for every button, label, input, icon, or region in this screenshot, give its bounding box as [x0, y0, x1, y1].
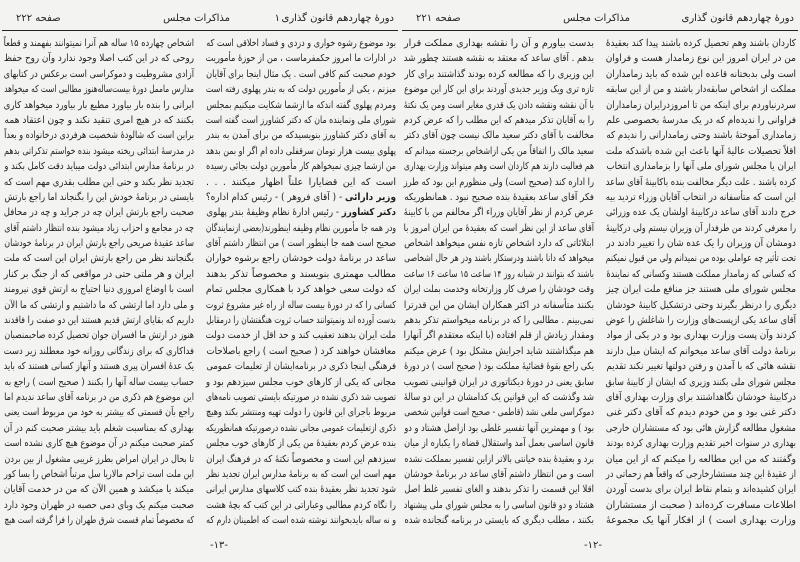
text-line: اقلا این قسمت را تذکر بدهند و الغای تفسیر غلط اصل: [404, 484, 594, 496]
text-line: وگفتند که من این مطالعه را میکنم که از این میان: [605, 453, 796, 465]
text-line: من ازشما چیزی نمیخواهم کار مأمورین دولت بجائی رسیده: [206, 161, 396, 173]
text-line: تجدید نظر بکند و حتی این مطلب بقدری مهم است که: [3, 176, 194, 188]
text-line: ملت ایران بدهند تعقیب کند و حد اقل از خدمت دولت: [205, 330, 396, 342]
text-line: صحیح است همه جا اینطور است ) من انتظار داشتم آقای: [205, 238, 396, 250]
text-line: خرج دادند آقای ساعد درکابینهٔ اولشان یک عده وزرائی: [605, 207, 796, 219]
text-line: است با اوضاع امروزی دنیا احتیاج به ارتش قوی نیرومند: [3, 284, 195, 296]
text-line: است و من انتظار داشتم آقای ساعد در برنامهٔ خودشان: [404, 468, 594, 480]
text-line: مجانی که یکی از کارهای خوب مجلس سیزدهم بود و: [205, 376, 396, 388]
text-line: سعید مالک را اتفاقاً من یکی ازاشخاص برجسته میدانم که: [404, 145, 594, 157]
text-line: راجع بآن قسمتی که بیشتر به خود من مربوط است یعنی: [4, 407, 195, 419]
text-line: مخالفت با آقای دکتر سعید مالک نیست چون آقای دکتر: [404, 130, 594, 142]
text-line: و ملی دارد اما ارتشی که ما داشتیم و ارتشی که ما الآن: [4, 299, 195, 311]
text-line: بنده عرض کردم بعقیدهٔ من یکی از کارهای خوب مجلس: [206, 438, 396, 450]
text-line: معافشان خواهند کرد ( صحیح است ) راجع باصلاحات: [206, 345, 396, 357]
text-line: شود تجدید نظر بعقیدهٔ بنده کتب کلاسهای مدارس ایرانی: [205, 484, 396, 496]
text-line: از عقیدهٔ این چند مستشارخارجی که واقعاً هم زحماتی در: [605, 468, 796, 480]
text-line: خودم صحبت کنم کافی است . یک مثال اینجا برای آقایان: [206, 68, 396, 80]
page-footer-number: -۱۳-: [210, 540, 228, 551]
text-line: به آقای دکتر کشاورز بنویسیدکه من برای آمدن به بندر: [206, 130, 396, 142]
text-line: در برنامهٔ مدارس ابتدائی دولت میباید دقت کامل بکند و: [4, 161, 195, 173]
text-line: من در ایران امروز این نوع زمامدار هست و فراوان: [605, 53, 796, 65]
text-line: سیزدهم این است و مخصوصاً نکتهٔ که در فرهنگ ایران: [206, 453, 396, 465]
text-line: دومشان آن وزیران را یک عده شان را تغییر دادند در: [606, 238, 796, 250]
text-line: بدهم . آقای ساعد که معتقد به نقشه هستند چطور شد: [403, 53, 594, 65]
text-line: وزارت بهداری است ) از افکار آنها یک مجموعهٔ: [606, 515, 796, 527]
text-line: صحبت راجع بارتش ایران چه در جراید و چه در محافل: [3, 207, 195, 219]
text-line: در ادارات ما امروز حکمفرماست ، من از حوزهٔ مأموریت: [205, 53, 396, 65]
text-line: کاردان باشند وهم تحصیل کرده باشند پیدا کند بعقیدهٔ: [605, 38, 796, 49]
text-line: بدست بیاورم و آن را نقشه بهداری مملکت قرار: [404, 38, 594, 49]
text-line: دیگری را درنظر بگیرند وحتی درتشکیل کابینهٔ خودشان: [606, 299, 796, 311]
text-line: اشخاص چهارده ۱۵ ساله هم آنرا نمیتوانند بفهمند و قطعاً: [3, 38, 194, 49]
page-number: صفحه ۲۲۲: [16, 13, 61, 24]
text-line: تازه تری ویک وزیر جدیدی آوردند برای این کار این موضوع: [404, 84, 594, 96]
text-line: ایران یا مجلس شورای ملی آنها را بزمامداری انتخاب: [606, 161, 796, 173]
text-line: چه در مجامع و احزاب زیاد میشود بنده انتظار داشتم آقای: [4, 222, 195, 234]
text-line: است ولی بدبختانه قاعده این شده که باید زمامداران: [605, 68, 796, 80]
page-header: [402, 8, 798, 31]
text-line: کردند وآن پست وزارت بهداری بود و در یکی از مواد: [606, 330, 796, 342]
text-line: ابتلائاتی که دارد اشخاص تازه نفس میخواهد اشخاص: [404, 238, 594, 250]
text-line: فرهنگی اینجا ذکری در برنامه‌ایشان از تعلیمات عمومی: [206, 361, 396, 373]
text-line: میکند یا میکشد و همین الآن که من در خدمت آقایان: [3, 484, 195, 496]
text-line: آقای ساعد یکی ازپست‌های وزارت را شاغلش را عوض: [605, 315, 796, 327]
text-column-right: [606, 36, 796, 529]
text-line: ذکری ازتعلیمات عمومی مجانی نشده درصورتیکه همانطوریکه: [205, 422, 396, 434]
text-line: مملکت از اشخاص سابقه‌دار باشند و من از این سابقه: [605, 84, 796, 96]
text-line: اقلاً تحصیلات عالیهٔ آنها باعث این شده باشدکه ملت: [605, 145, 796, 157]
text-line: وقت خودشان را صرف کار وزارتخانه وخدمت بملت ایران: [403, 284, 594, 296]
text-line: میخواهد که دانا باشند ودرستکار باشند ودر هر حال اشخاصی: [404, 253, 594, 265]
text-line: را اداره کند (صحیح است) ولی منظورم این بود که طرز: [403, 176, 594, 188]
text-line: روحی که در این کتب اصلا وجود ندارد وآن روح حفظ: [3, 53, 194, 65]
text-line: در مدرسهٔ ابتدائی ریخته میشود بنده خواستم تذکراتی بدهم: [4, 145, 194, 157]
text-line: فکر آقای ساعد بعقیدهٔ بنده صحیح نبود . همانطوریکه: [404, 191, 594, 203]
text-line: کسانی را که در دورهٔ بیست ساله از راه غیر مشروع ثروت: [205, 299, 396, 311]
issue-number: ۱: [274, 13, 280, 24]
text-line: و نه ساله بایدبخوانند نوشته شده است که اطمینان دارم که: [206, 515, 396, 527]
text-line: برد و بعقیدهٔ بنده خیانتی بالاتر ازاین تفسیر بمملکت نشده: [404, 453, 594, 465]
speaker-line: [205, 190, 396, 205]
speaker-text: - رئیس ادارهٔ نظام وظیفهٔ بندر پهلوی: [206, 207, 342, 219]
text-line: را به آقایان تذکر میدهم که این مطلب را که عرض کردم: [403, 114, 594, 126]
text-line: ساعد در برنامهٔ دولت خودشان راجع برشوه خواران: [205, 253, 396, 265]
text-line: شد وگذشت که این قوانین یک کدامشان در این دو سالهٔ: [403, 391, 594, 403]
text-line: عرض کردم از نظر آقایان وزراء اگر مخالفم من با کابینهٔ: [403, 207, 594, 219]
text-line: ساعد عقیدهٔ صریحی راجع بارتش ایران در برنامهٔ خودشان: [4, 238, 194, 250]
text-line: که کسانی که زمامدار مملکت هستند وکسانی که نمایندهٔ: [606, 268, 796, 280]
page-222: [2, 0, 398, 562]
text-line: سردرنیاوردم برای اینکه من تا امروزدرایران زمامداران: [606, 99, 796, 111]
text-line: اطلاعات مسافرت کرده‌اند ( صحبت از مستشاران: [605, 499, 796, 511]
text-line: حساب بیست ساله آنها را بکنند ( صحیح است ) راجع به: [4, 376, 195, 388]
text-line: هم میگذاشتند شاید اجرایش مشکل بود ) عرض میکنم: [404, 345, 594, 357]
text-line: بگنجانند نظر من راجع بارتش ایران این است که ملت: [3, 253, 194, 265]
text-line: هشتاد و دو قانون اساسی را به مجلس شورای ملی پیشنهاد: [403, 499, 594, 511]
text-line: قانون اساسی بعمل آمد واستقلال قضاة را یکباره از میان: [404, 438, 594, 450]
text-line: پهلوی بیست هزار تومان سرقفلی داده ام اگر او بمن بدهد: [205, 145, 396, 157]
text-line: که دولت سعی خواهد کرد با همکاری مجلس تمام: [205, 284, 396, 296]
text-line: بکنند متأسفانه در اکثر همکاران ایشان من این قدرترا: [403, 299, 594, 311]
text-line: که مخصوصاً تمام قسمت شرق طهران را فرا گرفته است هیچ: [4, 515, 194, 527]
session-title: دورهٔ چهاردهم قانون گذاری: [281, 13, 394, 24]
text-line: درکابینهٔ خودشان نگاهداشتند برای وزارت بهداری آقای: [605, 391, 796, 403]
text-line: بهداری که بمناسبت شغلم باید بیشتر صحبت کنم در آن: [3, 422, 194, 434]
text-line: تحت تأثیر چه عواملی بوده من نمیدانم ولی من قبول نمیکنم: [605, 253, 796, 265]
text-line: برنامهٔ دولت آقای ساعد میخوانم که ایشان میل دارند: [606, 345, 796, 357]
page-footer-number: -۱۲-: [584, 540, 602, 551]
text-line: مطالب مهمتری بنویسند و مخصوصاً تذکر بدهند: [206, 268, 396, 280]
text-line: بهداری در سنوات اخیر تقدیم وزارت بهداری کرده بودند: [606, 438, 796, 450]
speaker-line: [206, 205, 396, 220]
text-line: این موضوع هم ذکری من در برنامه آقای ساعد ندیدم اما: [4, 391, 194, 403]
text-line: را معرفی کردند من طرفدار آن وزیران نیستم ولی درکابینهٔ: [605, 222, 796, 234]
text-line: دموکراسی ملغی نشد (قاطمی - صحیح است قوانین شخصی: [404, 407, 594, 419]
text-line: صحبت میکنم یک وبای دمی حصبه در طهران وجود دارد: [3, 499, 195, 511]
text-line: این وزیری را که مطالعه کرده بودند گذاشتند برای کار: [404, 68, 594, 80]
text-line: بود موضوع رشوه خواری و دزدی و فساد اخلاقی است که: [206, 38, 396, 49]
text-line: شورای ملی ونماینده مان که دکتر کشاورز است گفته است: [205, 114, 396, 126]
text-line: فراوانی را ندیده‌ام که در یک مدرسهٔ بخصوصی علم: [606, 114, 796, 126]
text-line: دکتر غنی بود و من خودم دیدم که آقای دکتر غنی: [606, 407, 796, 419]
text-line: هم فعالیت دارند هم کاردان است وهم میتواند وزارت بهداری: [403, 161, 594, 173]
text-line: کرده باشند . علت دیگر مخالفت بنده باکابینهٔ آقای ساعد: [605, 176, 796, 188]
text-line: بدست آورده اند ونمیتوانند حساب ثروت هنگفتشان را درمقابل: [206, 315, 396, 327]
text-line: ایران کشیده‌اند و بتمام نقاط ایران برای بدست آوردن: [605, 484, 796, 496]
text-line: را نگاه کردم مطالبی وعباراتی در این کتب که بچهٔ هشت: [206, 499, 396, 511]
text-line: آزادی مشروطیت و دموکراسی است برعکس در کتابهای: [3, 68, 195, 80]
text-line: است که این قضایارا علناً اظهار میکنند . . .: [206, 176, 396, 188]
text-line: کمتر صحبت میکنم در آن موضوع هیچ کاری نشده است: [4, 438, 194, 450]
text-line: نمی‌بینم . مطالبی را که در برنامه میخواستم تذکر بدهم: [404, 315, 594, 327]
text-column-left: [4, 36, 194, 529]
text-line: آقای ساعد از این نظر است که بعقیدهٔ من ایران امروز با: [403, 222, 594, 234]
speaker-name: وزیر دارائی: [345, 191, 396, 203]
publication-title: مذاکرات مجلس: [163, 13, 230, 24]
text-line: ومقدار زیادش از قلم افتاده (با اینکه معتقدم اگر آنهارا: [403, 330, 594, 342]
text-line: یکی راجع بقوهٔ قضائیهٔ مملکت بود ( صحیح است ) در دورهٔ: [404, 361, 594, 373]
text-line: یک عدهٔ افسران پیری هستند و آنهاز کسانی هستند که باید: [3, 361, 195, 373]
text-line: مدارس ماممل دورهٔ بیست‌ساله‌هنوز مطالبی است که میخواهد: [4, 84, 195, 96]
speaker-name: دکتر کشاورز: [341, 207, 396, 219]
text-line: ودر همه جا مأمورین نظام وظیفه اینطورند(بعضی ازنمایندگان: [205, 222, 396, 234]
text-line: زمامداری آموختهٔ باشند وحتی زمامدارانی را ندیدم که: [606, 130, 796, 142]
text-line: بکنند که در هیچ امری تنقید نکند و چون اعتقاد همه: [4, 114, 194, 126]
page-header: [2, 8, 398, 31]
text-line: هنوز در ارتش ما افسران جوان تحصیل کرده صاحبمنصبان: [4, 330, 195, 342]
text-line: بود ) و مهمترین آنها تفسیر غلطی بود ازاصل هشتاد و دو: [404, 422, 594, 434]
text-line: میزنم ، یکی از مأمورین دولت که به بندر پهلوی رفته است: [205, 84, 396, 96]
text-line: بکنند ، مطلب دیگری که بایستی در برنامه گنجانده شده: [404, 515, 594, 527]
page-221: [402, 0, 798, 562]
text-column-left: [404, 36, 594, 529]
text-line: فداکاری که برای زندگانی روزانه خود معطلند زیر دست: [3, 345, 195, 357]
text-line: بایستی در برنامهٔ خودش این را بگنجاند اما راجع بارتش: [4, 191, 195, 203]
text-line: داریم که بقایای ارتش قدیم هستند این دو صفت را فاقدند: [4, 315, 194, 327]
text-line: ایرانی را بنده بار بیاورد مطیع بار بیاورد میخواهد کاری: [3, 99, 194, 111]
text-line: این ملت است تراخم مالاریا سل مرتباً اشخاص را بسا کور: [4, 468, 194, 480]
text-line: مربوط باجرای این قانون را دولت تهیه ومنتشر بکند وهیچ: [206, 407, 396, 419]
speaker-text: - ( آقای فروهر ) - رئیس کدام اداره؟: [205, 191, 346, 203]
text-line: ومردم پهلوی گفته اندکه ما ازشما شکایت میکنیم بمجلس: [206, 99, 396, 111]
publication-title: مذاکرات مجلس: [563, 13, 630, 24]
session-title: دورهٔ چهاردهم قانون گذاری: [681, 13, 794, 24]
text-line: نقشه هائی که با آمدن و رفتن دولتها تغییر نکند تقدیم: [606, 361, 796, 373]
text-line: مجلس شورای ملی هستند جز منافع ملت ایران چیز: [606, 284, 796, 296]
page-number: صفحه ۲۲۱: [416, 13, 461, 24]
text-line: تصویب شد ذکری نشده در صورتیکه بایستی تصویب نامه‌های: [205, 391, 396, 403]
text-line: تا بحال در ایران امراض بطرز غریبی مشغول از بین بردن: [4, 453, 195, 465]
text-line: سابق یعنی در دورهٔ دیکتاتوری در ایران قوانینی تصویب: [403, 376, 594, 388]
text-line: براین است که شالودهٔ شخصیت هرفردی درخانواده و بعداً: [4, 130, 194, 142]
text-line: مهم است این است که به برنامهٔ مدارس ایران تجدید نظر: [206, 468, 396, 480]
text-line: این است که متأسفانه در انتخاب آقایان وزراء تردید بیه: [605, 191, 796, 203]
text-line: با آن نقشه ونقشه دادن یک قدری مغایر است ومن یک نکتهٔ: [403, 99, 594, 111]
text-line: ایران و هر ملتی حتی در مواقعی که از جنگ بر کنار: [3, 268, 195, 280]
text-line: مشغول مطالعه گزارش هائی بود که مستشاران خارجی: [605, 422, 796, 434]
text-column-right: [206, 36, 396, 529]
text-line: مجلس شورای ملی بکنند وزیری که ایشان از کابینهٔ سابق: [605, 376, 796, 388]
text-line: باشند که بتوانند در شبانه روز ۱۴ ساعت ۱۵ ساعت ۱۶ ساعت: [403, 268, 594, 280]
